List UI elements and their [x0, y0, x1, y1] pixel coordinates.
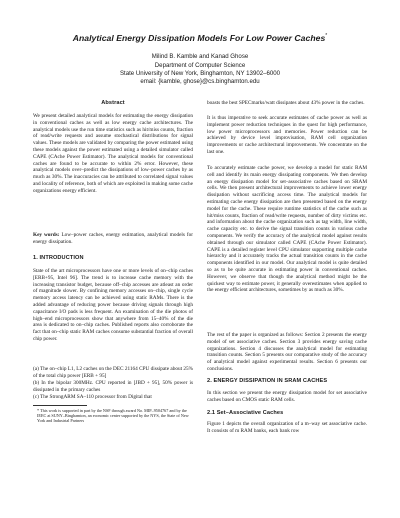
authors: Milind B. Kamble and Kanad Ghose	[151, 53, 249, 60]
footnote-rule	[33, 405, 87, 406]
footnote	[33, 408, 193, 423]
intro-item-c: (c) The StrongARM SA–110 processor from Digital that	[33, 394, 152, 400]
intro-heading: 1. INTRODUCTION	[33, 255, 84, 261]
department: Department of Computer Science	[154, 62, 246, 69]
power-motivation-paragraph: It is thus imperative to seek accurate estimates of cache power as well as implement power reduction techniques in the quest for high performance, low power microprocessors and memories. Power reduction can be achieved by device level improvisation, RAM cell organization improvements or cache architectural improvements. We concentrate on the last one.	[207, 115, 367, 155]
abstract-text: We present detailed analytical models for estimating the energy dissipation in conventional caches as well as low energy cache architectures. The analytical models use the run time statistics such as hit/miss counts, fraction of read/write requests and assume stochastical distributions for signal values. These models are validated by comparing the power estimated using these models against the power estimated using a detailed simulator called CAPE (CAche Power Estimator). The analytical models for conventional caches are found to be accurate to within 2% error. However, these analytical models over–predict the dissipations of low–power caches by as much as 30%. The inaccuracies can be attributed to correlated signal values and locality of reference, both of which are exploited in making some cache organizations energy efficient.	[33, 113, 193, 194]
intro-paragraph: State of the art microprocessors have one or more levels of on–chip caches [ERB+95, Intel 96]. The trend is to increase cache memory with the increasing transistor budget, because off–chip accesses are atleast an order of magnitude slower. By confining memory accesses on–chip, single cycle memory access latency can be achieved using static RAMs. There is the added advantage of reducing power because driving signals through high capacitance I/O pads is less frequent. An examination of the die photos of high–end microprocessors show that anywhere from 15–40% of the die area is dedicated to on–chip caches. Published reports also corroborate the fact that on–chip static RAM caches consume substantial fraction of overall chip power.	[33, 268, 193, 342]
title-footnote-mark: *	[325, 33, 328, 40]
keywords-text: Low–power caches, energy estimation, analytical models for energy dissipation.	[33, 232, 193, 245]
intro-continuation: boasts the best SPECmarks/watt dissipates about 43% power in the caches.	[207, 100, 365, 106]
section-2-1-heading: 2.1 Set–Associative Caches	[207, 410, 284, 416]
footnote-mark: *	[37, 408, 40, 413]
title-text: Analytical Energy Dissipation Models For Low Power Caches	[72, 33, 326, 43]
approach-paragraph: To accurately estimate cache power, we develop a model for static RAM cell and identify its main energy dissipating components. We then develop an energy dissipation model for set–associative caches based on SRAM cells. We then present architectural improvements to achieve lower energy dissipation without sacrificing access time. The analytical models for estimating cache energy dissipation are then presented based on the energy model for the cache. These require runtime statistics of the cache such as hit/miss counts, fraction of read/write requests, number of dirty victims etc. and information about the cache organization such as tag width, line width, cache capacity etc. to derive the signal transition counts in various cache components. We verify the accuracy of the analytical model against results obtained through our simulator called CAPE (CAche Power Estimator). CAPE is a detailed register level CPU simulator supporting multiple cache hierarchy and it accurately tracks the actual transition counts in the cache components identified in our model. Our analytical model is quite detailed so as to be quite accurate in estimating power in conventional caches. However, we observe that though the analytical method might be the quickest way to estimate power, it generally overestimates when applied to the energy efficient architectures, sometimes by as much as 30%.	[207, 165, 367, 294]
abstract-heading: Abstract	[101, 100, 125, 106]
keywords	[33, 232, 193, 246]
section-2-intro: In this section we present the energy dissipation model for set associative caches based on CMOS static RAM cells.	[207, 390, 367, 403]
intro-item-a: (a) The on–chip L1, L2 caches on the DEC 21164 CPU dissipate about 25% of the total chip power [ERB + 95]	[33, 366, 193, 379]
organization-paragraph: The rest of the paper is organized as follows: Section 2 presents the energy model of set associative caches. Section 3 provides energy saving cache organizations. Section 4 discusses the analytical model for estimating transition counts. Section 5 presents our comparative study of the accuracy of analytical model against experimental results. Section 6 presents our conclusions.	[207, 332, 367, 372]
keywords-label: Key words:	[33, 232, 60, 238]
section-2-heading: 2. ENERGY DISSIPATION IN SRAM CACHES	[207, 378, 328, 384]
email: email: {kamble, ghose}@cs.binghamton.edu	[140, 78, 260, 85]
footnote-text: This work is supported in part by the NSF through award No. MIP–9504767 and by the IEEC at SUNY–Binghamton, an economic center supported by the NYS, the State of New York and Industrial Partners	[37, 408, 189, 424]
paper-title	[0, 33, 400, 43]
university: State University of New York, Binghamton, NY 13902–6000	[119, 70, 281, 77]
section-2-1-paragraph: Figure 1 depicts the overall organization of a m–way set associative cache. It consists of m RAM banks, each bank row	[207, 421, 367, 434]
intro-item-b: (b) In the bipolar 300MHz. CPU reported in [JBD + 95], 50% power is dissipated in the primary caches	[33, 380, 193, 393]
